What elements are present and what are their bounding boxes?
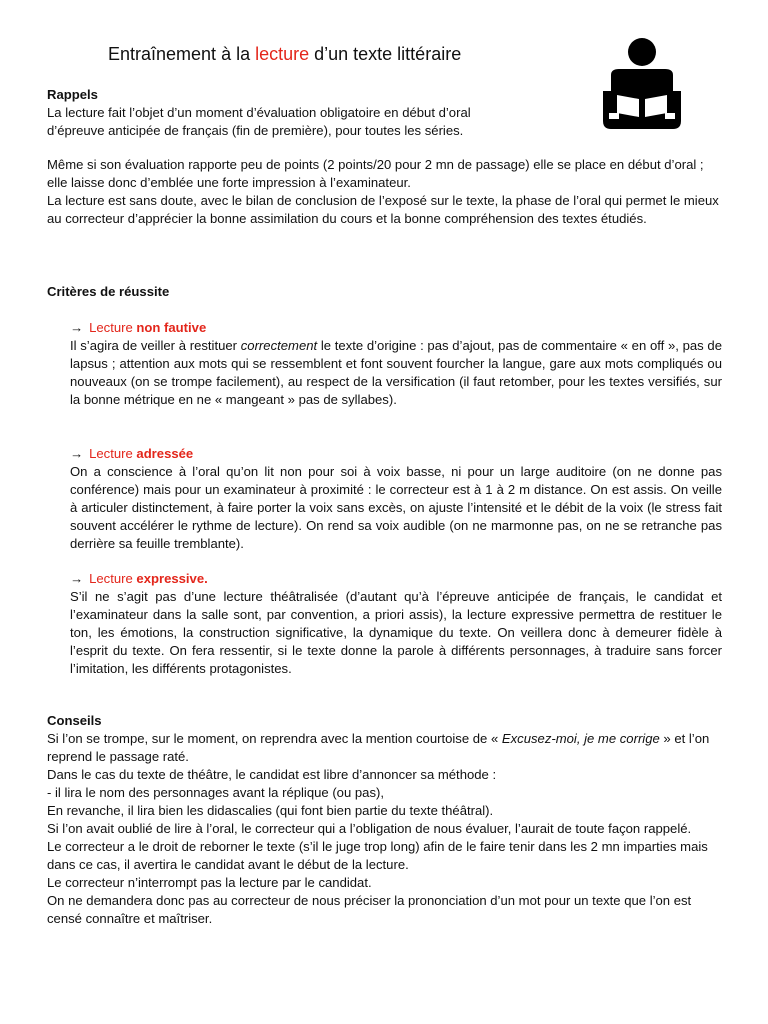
rappels-heading: Rappels [47,87,98,102]
conseils-line: - il lira le nom des personnages avant la réplique (ou pas), [47,785,384,800]
critere-item [70,445,722,553]
conseils-section [47,712,722,928]
critere-title: → Lecture non fautive [70,320,207,335]
critere-item [70,319,722,409]
page-title: Entraînement à la lecture d’un texte littéraire [108,44,462,64]
critere-title: → Lecture adressée [70,446,194,461]
rappels-paragraph: La lecture est sans doute, avec le bilan de conclusion de l’exposé sur le texte, la phase de l’oral qui permet le mieux au correcteur d’apprécier la bonne assimilation du cours et la bonne compréhension des textes étudiés. [47,193,719,226]
conseils-line: On ne demandera donc pas au correcteur de nous préciser la prononciation d’un mot pour un texte que l’on est censé connaître et maîtriser. [47,893,692,926]
conseils-line: Le correcteur a le droit de reborner le texte (s’il le juge trop long) afin de le faire tenir dans les 2 mn imparties mais dans ce cas, il avertira le candidat avant le début de la lecture. [47,839,708,872]
rappels-paragraphs [47,156,722,228]
conseils-line: Dans le cas du texte de théâtre, le candidat est libre d’annoncer sa méthode : [47,767,497,782]
conseils-line: En revanche, il lira bien les didascalies (qui font bien partie du texte théâtral). [47,803,494,818]
rappels-line: La lecture fait l’objet d’un moment d’évaluation obligatoire en début d’oral [47,105,471,120]
critere-text: S’il ne s’agit pas d’une lecture théâtralisée (d’autant qu’à l’épreuve anticipée de français, le candidat et l’examinateur dans la salle sont, par convention, a priori assis), la lecture expressive permettra de restituer le ton, les émotions, la construction significative, la dynamique du texte. On veillera donc à demeurer fidèle à l’esprit du texte. On fera ressentir, si le texte donne la parole à différents personnages, à traduire sans forcer l’imitation, les différents protagonistes. [70,589,722,676]
criteres-heading-wrap [47,283,722,301]
arrow-icon: → [70,571,84,586]
rappels-line: d’épreuve anticipée de français (fin de première), pour toutes les séries. [47,123,464,138]
conseils-line: Si l’on se trompe, sur le moment, on reprendra avec la mention courtoise de « Excusez-moi, je me corrige » et l’on reprend le passage raté. [47,731,710,764]
arrow-icon: → [70,446,84,461]
critere-text: Il s’agira de veiller à restituer correctement le texte d’origine : pas d’ajout, pas de commentaire « en off », pas de lapsus ; attention aux mots qui se ressemblent et font souvent fourcher la langue, gare aux mots compliqués ou nouveaux (on se trompe facilement), au respect de la versification (il faut retomber, pour les textes versifiés, sur la bonne métrique en ne « mangeant » pas de syllabes). [70,338,722,407]
conseils-heading: Conseils [47,713,102,728]
critere-item [70,570,722,678]
conseils-line: Si l’on avait oublié de lire à l’oral, le correcteur qui a l’obligation de nous évaluer, l’aurait de toute façon rappelé. [47,821,692,836]
critere-title: → Lecture expressive. [70,571,208,586]
arrow-icon: → [70,320,84,335]
critere-text: On a conscience à l’oral qu’on lit non pour soi à voix basse, ni pour un large auditoire (on ne donne pas conférence) mais pour un examinateur à proximité : le correcteur est à 1 à 2 m distance. On est assis. On veille à articuler distinctement, à faire porter la voix sans excès, on ajuste l’intensité et le débit de la voix (le stress fait souvent accélérer le rythme de lecture). On rend sa voix audible (on ne marmonne pas, on ne se retranche pas derrière sa feuille tremblante). [70,464,722,551]
title-highlight: lecture [255,44,310,64]
rappels-paragraph: Même si son évaluation rapporte peu de points (2 points/20 pour 2 mn de passage) elle se place en début d’oral ; elle laisse donc d’emblée une forte impression à l’examinateur. [47,157,704,190]
conseils-line: Le correcteur n’interrompt pas la lecture par le candidat. [47,875,372,890]
rappels-section [47,86,722,140]
criteres-heading: Critères de réussite [47,284,170,299]
